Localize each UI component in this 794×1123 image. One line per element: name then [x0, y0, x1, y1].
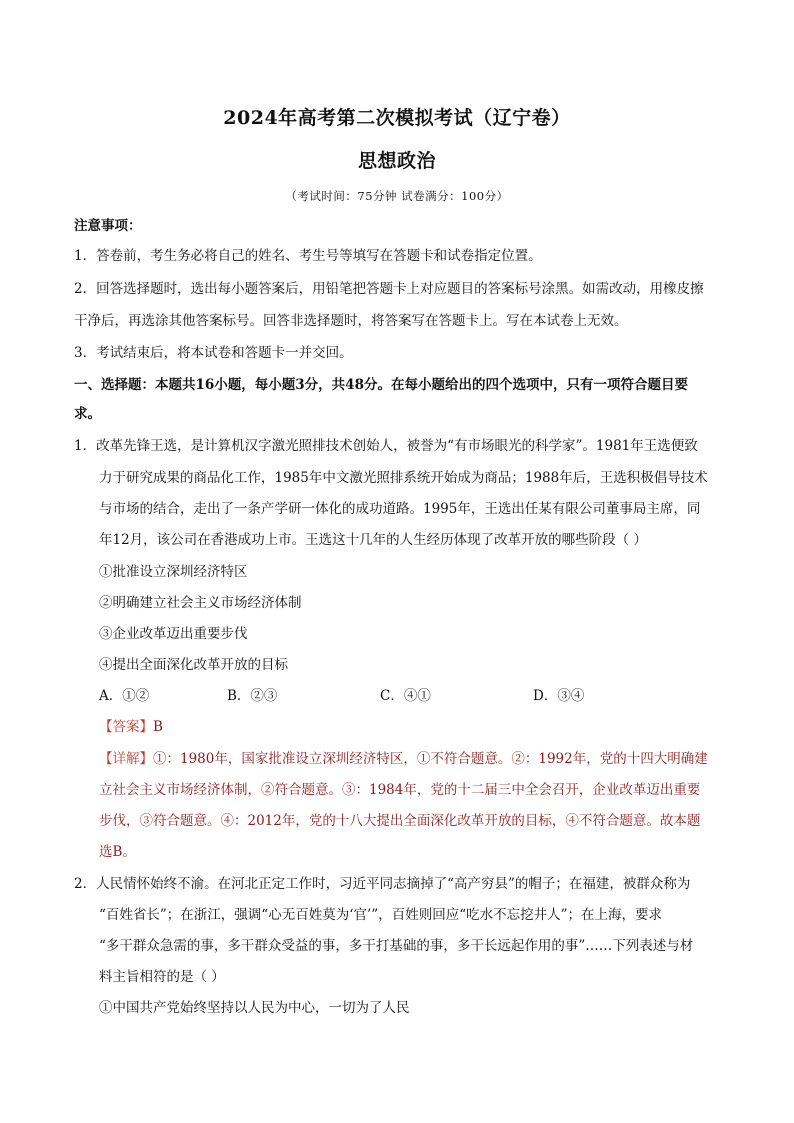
subject-title: 思想政治 [357, 150, 436, 172]
section-heading: 一、选择题：本题共16小题，每小题3分，共48分。在每小题给出的四个选项中，只有一项符合题目要 [74, 377, 688, 393]
question-1-text: 与市场的结合，走出了一条产学研一体化的成功道路。1995年，王选出任某有限公司董事局主席，同 [99, 501, 701, 517]
detail-text: 选B。 [99, 844, 136, 860]
notice-item: 3．考试结束后，将本试卷和答题卡一并交回。 [74, 345, 353, 361]
detail-text: 立社会主义市场经济体制，②符合题意。③：1984年，党的十二届三中全会召开，企业改革迈出重要 [99, 782, 701, 798]
notice-heading: 注意事项： [74, 218, 142, 234]
answer-tag: 【答案】 [99, 719, 153, 735]
detail-line [99, 750, 708, 768]
question-2-text: “百姓省长”；在浙江，强调“心无百姓莫为‘官’”，百姓则回应“吃水不忘挖井人”；在上海，要求 [99, 907, 662, 923]
option-b: B．②③ [227, 688, 278, 704]
notice-item: 干净后，再选涂其他答案标号。回答非选择题时，将答案写在答题卡上。写在本试卷上无效。 [74, 313, 628, 329]
detail-text: 步伐，③符合题意。④：2012年，党的十八大提出全面深化改革开放的目标，④不符合题意。故本题 [99, 813, 701, 829]
option-a: A．①② [99, 688, 150, 704]
answer-value: B [153, 719, 163, 735]
statement-4: ④提出全面深化改革开放的目标 [99, 657, 288, 673]
question-2-text: “多干群众急需的事，多干群众受益的事，多干打基础的事，多干长远起作用的事”……下列表述与材 [99, 938, 694, 954]
answer-line [99, 718, 163, 736]
statement-3: ③企业改革迈出重要步伐 [99, 626, 248, 642]
statement-1: ①批准设立深圳经济特区 [99, 564, 248, 580]
exam-info: （考试时间：75分钟 试卷满分：100分） [285, 189, 509, 203]
question-1-text: 力于研究成果的商品化工作，1985年中文激光照排系统开始成为商品；1988年后，王选积极倡导技术 [99, 470, 708, 486]
exam-title: 2024年高考第二次模拟考试（辽宁卷） [223, 107, 571, 129]
question-1-text: 1．改革先锋王选，是计算机汉字激光照排技术创始人，被誉为“有市场眼光的科学家”。1981年王选便致 [74, 438, 698, 454]
question-2-text: 2．人民情怀始终不渝。在河北正定工作时，习近平同志摘掉了“高产穷县”的帽子；在福建，被群众称为 [74, 876, 691, 892]
notice-item: 1．答卷前，考生务必将自己的姓名、考生号等填写在答题卡和试卷指定位置。 [74, 248, 542, 264]
statement-1: ①中国共产党始终坚持以人民为中心，一切为了人民 [99, 1000, 410, 1016]
option-c: C．④① [380, 688, 431, 704]
question-2-text: 料主旨相符的是（ ） [99, 969, 225, 985]
question-1-text: 年12月，该公司在香港成功上市。王选这十几年的人生经历体现了改革开放的哪些阶段（ ） [99, 532, 647, 548]
statement-2: ②明确建立社会主义市场经济体制 [99, 595, 302, 611]
detail-text: ①：1980年，国家批准设立深圳经济特区，①不符合题意。②：1992年，党的十四大明确建 [153, 751, 708, 767]
detail-tag: 【详解】 [99, 751, 153, 767]
section-heading-cont: 求。 [74, 406, 101, 422]
option-d: D．③④ [533, 688, 585, 704]
notice-item: 2．回答选择题时，选出每小题答案后，用铅笔把答题卡上对应题目的答案标号涂黑。如需改动，用橡皮擦 [74, 281, 704, 297]
